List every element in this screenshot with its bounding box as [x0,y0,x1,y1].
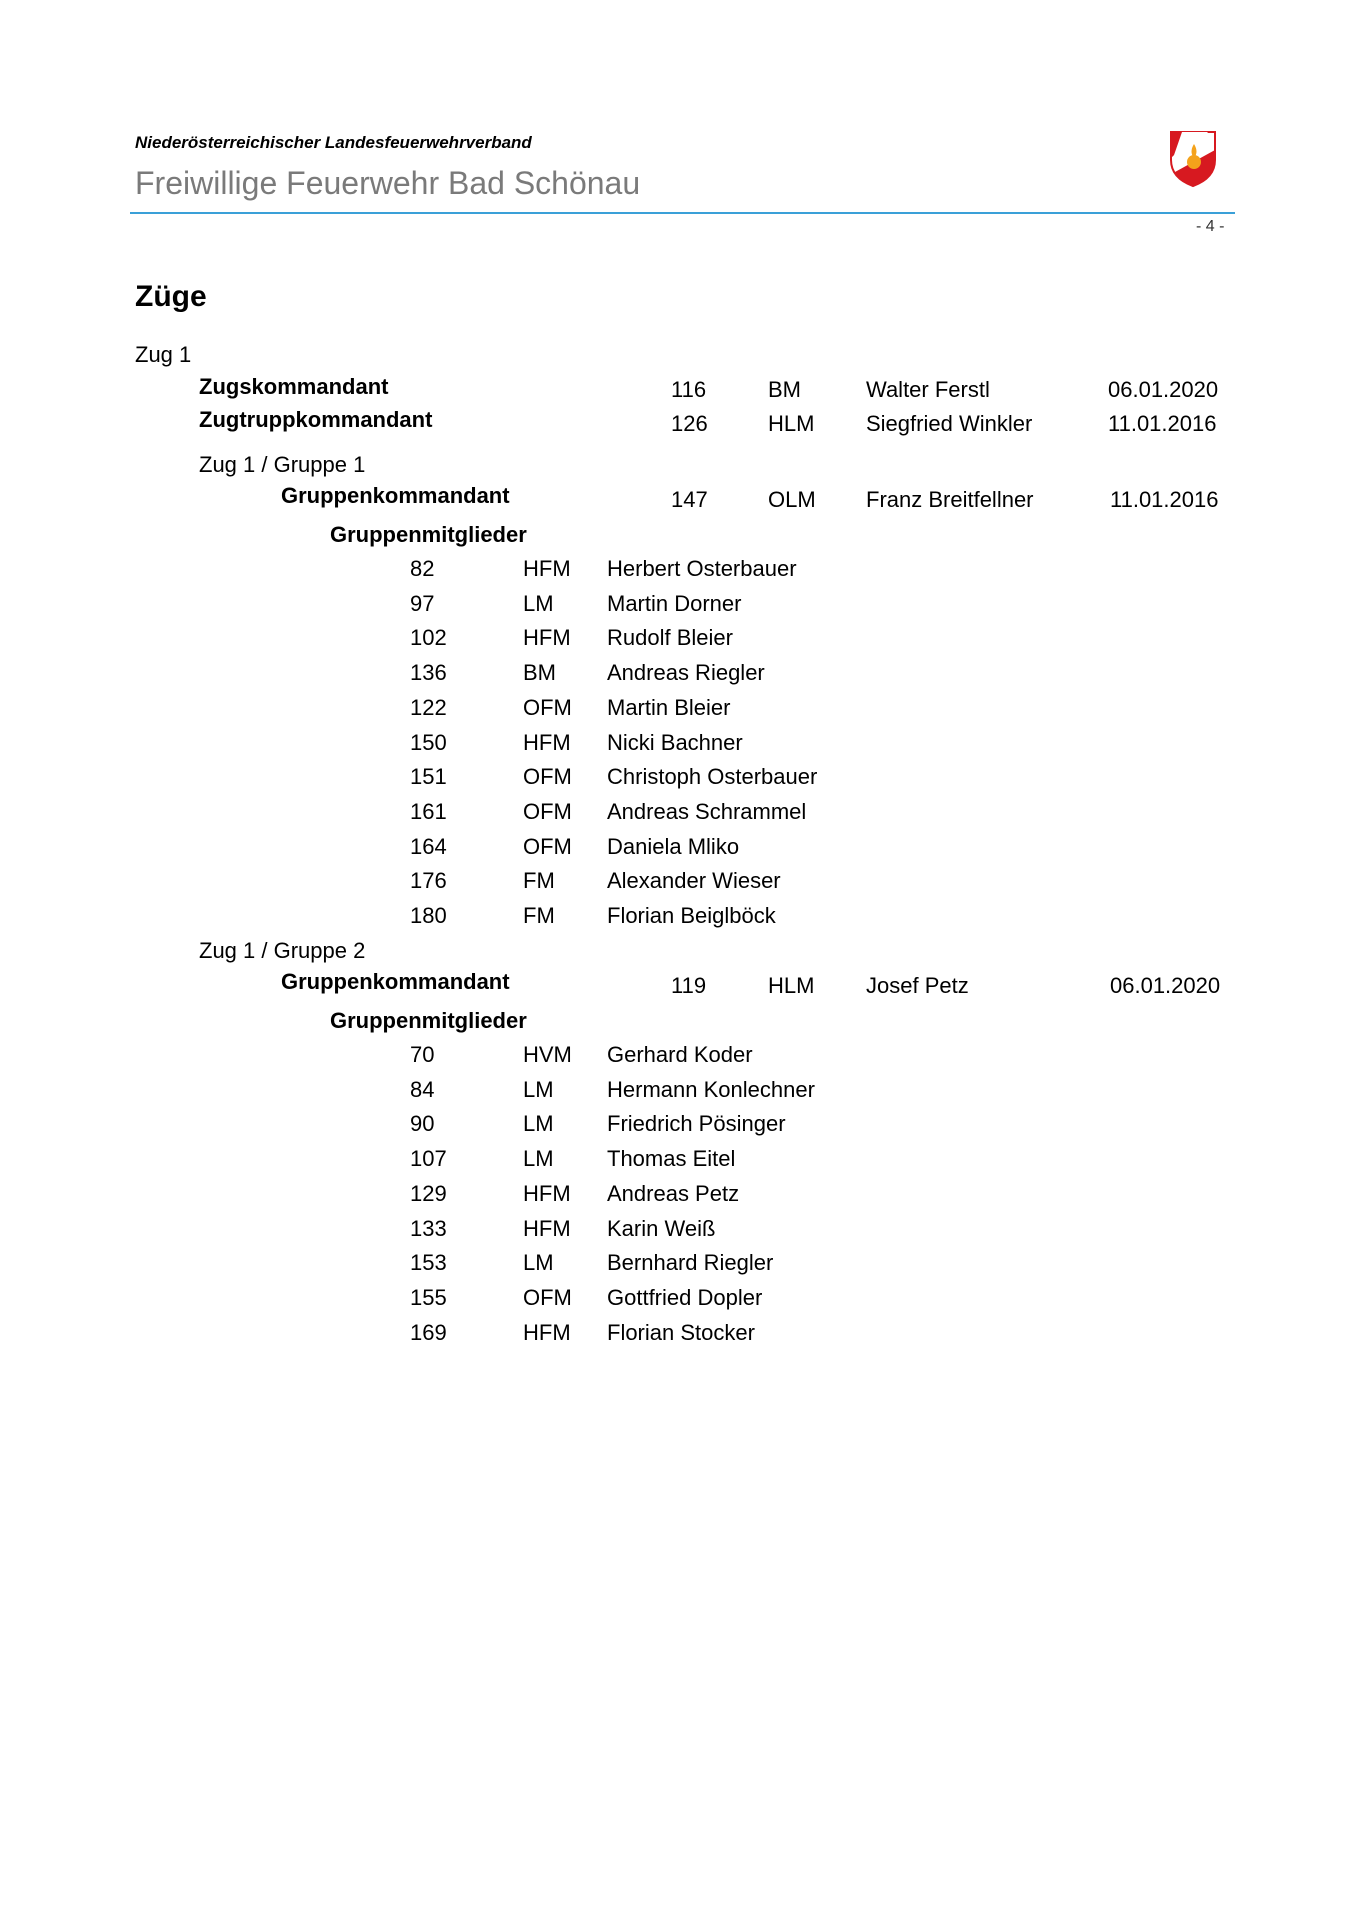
leader-name: Siegfried Winkler [866,411,1033,436]
member-rank: OFM [523,764,572,789]
member-name: Andreas Schrammel [607,799,807,824]
member-name: Thomas Eitel [607,1146,736,1171]
group-commander-rank: HLM [768,973,815,998]
member-nr: 150 [410,730,447,755]
member-nr: 153 [410,1250,447,1275]
member-nr: 107 [410,1146,447,1171]
member-name: Hermann Konlechner [607,1077,815,1102]
member-name: Friedrich Pösinger [607,1111,786,1136]
members-label: Gruppenmitglieder [330,1008,527,1033]
group-commander-date: 11.01.2016 [1110,487,1219,512]
member-name: Rudolf Bleier [607,625,733,650]
member-rank: HFM [523,730,571,755]
member-rank: LM [523,1111,554,1136]
member-name: Herbert Osterbauer [607,556,797,581]
member-rank: HFM [523,625,571,650]
member-rank: OFM [523,1285,572,1310]
member-nr: 122 [410,695,447,720]
group-commander-name: Franz Breitfellner [866,487,1034,512]
member-nr: 176 [410,868,447,893]
member-rank: OFM [523,799,572,824]
group-commander-rank: OLM [768,487,816,512]
member-nr: 169 [410,1320,447,1345]
member-nr: 161 [410,799,447,824]
leader-role: Zugtruppkommandant [199,407,433,432]
member-name: Alexander Wieser [607,868,781,893]
member-name: Gottfried Dopler [607,1285,763,1310]
member-rank: HFM [523,1181,571,1206]
section-title: Züge [135,280,207,313]
member-nr: 129 [410,1181,447,1206]
member-nr: 136 [410,660,447,685]
leader-name: Walter Ferstl [866,377,990,402]
leader-date: 06.01.2020 [1108,377,1219,402]
member-rank: BM [523,660,556,685]
feuerwehr-emblem-icon [1168,128,1218,188]
member-nr: 151 [410,764,447,789]
member-name: Gerhard Koder [607,1042,753,1067]
member-rank: OFM [523,834,572,859]
group-commander-nr: 147 [671,487,708,512]
leader-role: Zugskommandant [199,374,389,399]
member-name: Karin Weiß [607,1216,716,1241]
member-nr: 82 [410,556,435,581]
member-nr: 155 [410,1285,447,1310]
members-label: Gruppenmitglieder [330,522,527,547]
member-nr: 180 [410,903,447,928]
group-commander-role: Gruppenkommandant [281,483,510,508]
member-nr: 90 [410,1111,435,1136]
member-rank: LM [523,1250,554,1275]
leader-rank: HLM [768,411,815,436]
member-rank: HFM [523,556,571,581]
member-nr: 84 [410,1077,435,1102]
member-rank: FM [523,903,555,928]
member-name: Martin Bleier [607,695,731,720]
zug-label: Zug 1 [135,342,192,367]
member-rank: OFM [523,695,572,720]
member-name: Daniela Mliko [607,834,740,859]
member-name: Martin Dorner [607,591,742,616]
member-rank: FM [523,868,555,893]
member-name: Bernhard Riegler [607,1250,774,1275]
leader-nr: 116 [671,377,707,402]
member-name: Florian Beiglböck [607,903,776,928]
header-rule [130,212,1235,214]
page-number: - 4 - [1196,218,1225,235]
leader-nr: 126 [671,411,708,436]
leader-date: 11.01.2016 [1108,411,1217,436]
leader-rank: BM [768,377,801,402]
member-name: Christoph Osterbauer [607,764,818,789]
member-nr: 97 [410,591,435,616]
group-commander-date: 06.01.2020 [1110,973,1221,998]
member-nr: 133 [410,1216,447,1241]
member-rank: HFM [523,1216,571,1241]
group-commander-nr: 119 [671,973,707,998]
organization-name: Niederösterreichischer Landesfeuerwehrverband [135,133,532,152]
member-rank: LM [523,591,554,616]
member-name: Andreas Petz [607,1181,740,1206]
member-name: Andreas Riegler [607,660,765,685]
member-rank: HFM [523,1320,571,1345]
member-nr: 164 [410,834,447,859]
member-rank: LM [523,1077,554,1102]
member-name: Nicki Bachner [607,730,743,755]
member-rank: HVM [523,1042,572,1067]
member-rank: LM [523,1146,554,1171]
group-commander-role: Gruppenkommandant [281,969,510,994]
group-label: Zug 1 / Gruppe 1 [199,452,366,477]
group-commander-name: Josef Petz [866,973,969,998]
member-nr: 70 [410,1042,435,1067]
member-name: Florian Stocker [607,1320,755,1345]
unit-name: Freiwillige Feuerwehr Bad Schönau [135,165,641,201]
group-label: Zug 1 / Gruppe 2 [199,938,366,963]
member-nr: 102 [410,625,447,650]
